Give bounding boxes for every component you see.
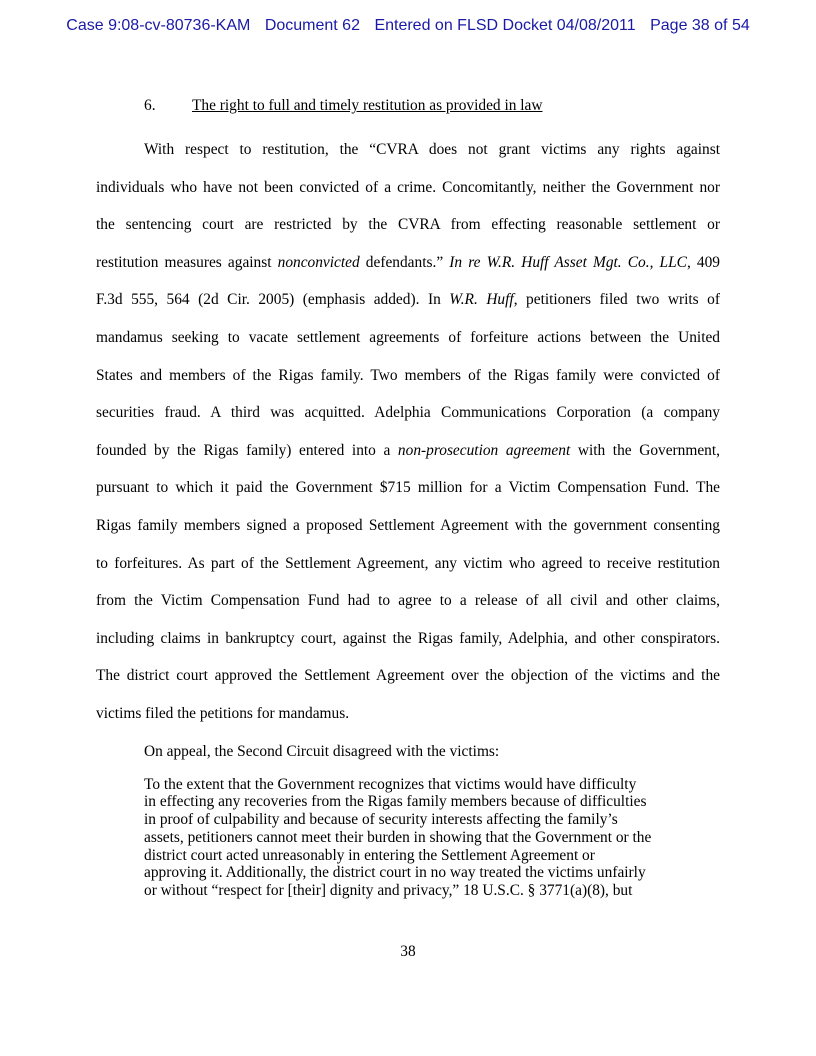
text-run: , petitioners filed two writs of	[513, 291, 720, 309]
text-line	[96, 357, 720, 395]
text-line	[96, 469, 720, 507]
text-line	[96, 169, 720, 207]
text-run: victims filed the petitions for mandamus.	[96, 704, 350, 722]
text-line	[96, 244, 720, 282]
text-run: securities fraud. A third was acquitted. Adelphia Communications Corporation (a company	[96, 404, 720, 422]
restitution-paragraph	[96, 131, 720, 733]
docket-entry: Entered on FLSD Docket 04/08/2011	[374, 17, 636, 34]
page-body	[96, 94, 720, 900]
text-line	[96, 582, 720, 620]
text-run: with the Government,	[570, 441, 721, 459]
page-number: 38	[400, 943, 416, 960]
case-number: Case 9:08-cv-80736-KAM	[66, 17, 251, 34]
section-number: 6.	[144, 97, 156, 114]
text-line	[96, 695, 720, 733]
text-line	[96, 507, 720, 545]
text-run: Rigas family members signed a proposed Settlement Agreement with the government consenting	[96, 516, 720, 534]
italic-run: W.R. Huff	[449, 291, 514, 309]
text-line	[96, 131, 720, 169]
text-run: defendants.”	[359, 253, 450, 271]
quote-line: or without “respect for [their] dignity and privacy,” 18 U.S.C. § 3771(a)(8), but	[144, 882, 633, 900]
text-run: individuals who have not been convicted of a crime. Concomitantly, neither the Government nor	[96, 178, 720, 196]
italic-run: In re W.R. Huff Asset Mgt. Co., LLC	[449, 253, 687, 271]
text-line	[96, 206, 720, 244]
text-run: With respect to restitution, the “CVRA does not grant victims any rights against	[144, 141, 720, 158]
section-title: The right to full and timely restitution as provided in law	[192, 97, 543, 114]
text-run: , 409	[686, 253, 720, 271]
text-run: from the Victim Compensation Fund had to agree to a release of all civil and other claims,	[96, 592, 720, 610]
text-run: the sentencing court are restricted by the CVRA from effecting reasonable settlement or	[96, 216, 720, 234]
text-run: States and members of the Rigas family. Two members of the Rigas family were convicted of	[96, 366, 720, 384]
text-run: The district court approved the Settlement Agreement over the objection of the victims and the	[96, 667, 720, 685]
text-run: founded by the Rigas family) entered into a	[96, 441, 398, 459]
quote-line: approving it. Additionally, the district court in no way treated the victims unfairly	[144, 864, 646, 882]
document-number: Document 62	[264, 17, 360, 34]
text-line	[96, 432, 720, 470]
quote-line: To the extent that the Government recognizes that victims would have difficulty	[144, 775, 637, 793]
text-run: restitution measures against	[96, 253, 278, 271]
text-line	[96, 545, 720, 583]
docket-header	[0, 17, 816, 35]
block-quote	[144, 776, 676, 901]
quote-line: in effecting any recoveries from the Rigas family members because of difficulties	[144, 793, 647, 811]
text-run: mandamus seeking to vacate settlement agreements of forfeiture actions between the United	[96, 328, 720, 346]
text-line	[96, 394, 720, 432]
text-run: pursuant to which it paid the Government $715 million for a Victim Compensation Fund. The	[96, 479, 720, 497]
text-line	[96, 657, 720, 695]
section-heading	[96, 94, 720, 118]
text-run: to forfeitures. As part of the Settlement Agreement, any victim who agreed to receive restitution	[96, 554, 720, 572]
text-line	[96, 319, 720, 357]
quote-line: assets, petitioners cannot meet their burden in showing that the Government or the	[144, 828, 652, 846]
italic-run: non-prosecution agreement	[397, 441, 571, 459]
text-run: F.3d 555, 564 (2d Cir. 2005) (emphasis added). In	[96, 291, 450, 309]
appeal-paragraph: On appeal, the Second Circuit disagreed with the victims:	[144, 742, 500, 760]
page-of-total: Page 38 of 54	[650, 17, 750, 34]
text-line	[96, 281, 720, 319]
text-run: including claims in bankruptcy court, against the Rigas family, Adelphia, and other conspirators.	[96, 629, 720, 647]
italic-run: nonconvicted	[277, 253, 360, 271]
text-line	[96, 620, 720, 658]
quote-line: district court acted unreasonably in entering the Settlement Agreement or	[144, 846, 595, 864]
quote-line: in proof of culpability and because of security interests affecting the family’s	[144, 811, 618, 829]
